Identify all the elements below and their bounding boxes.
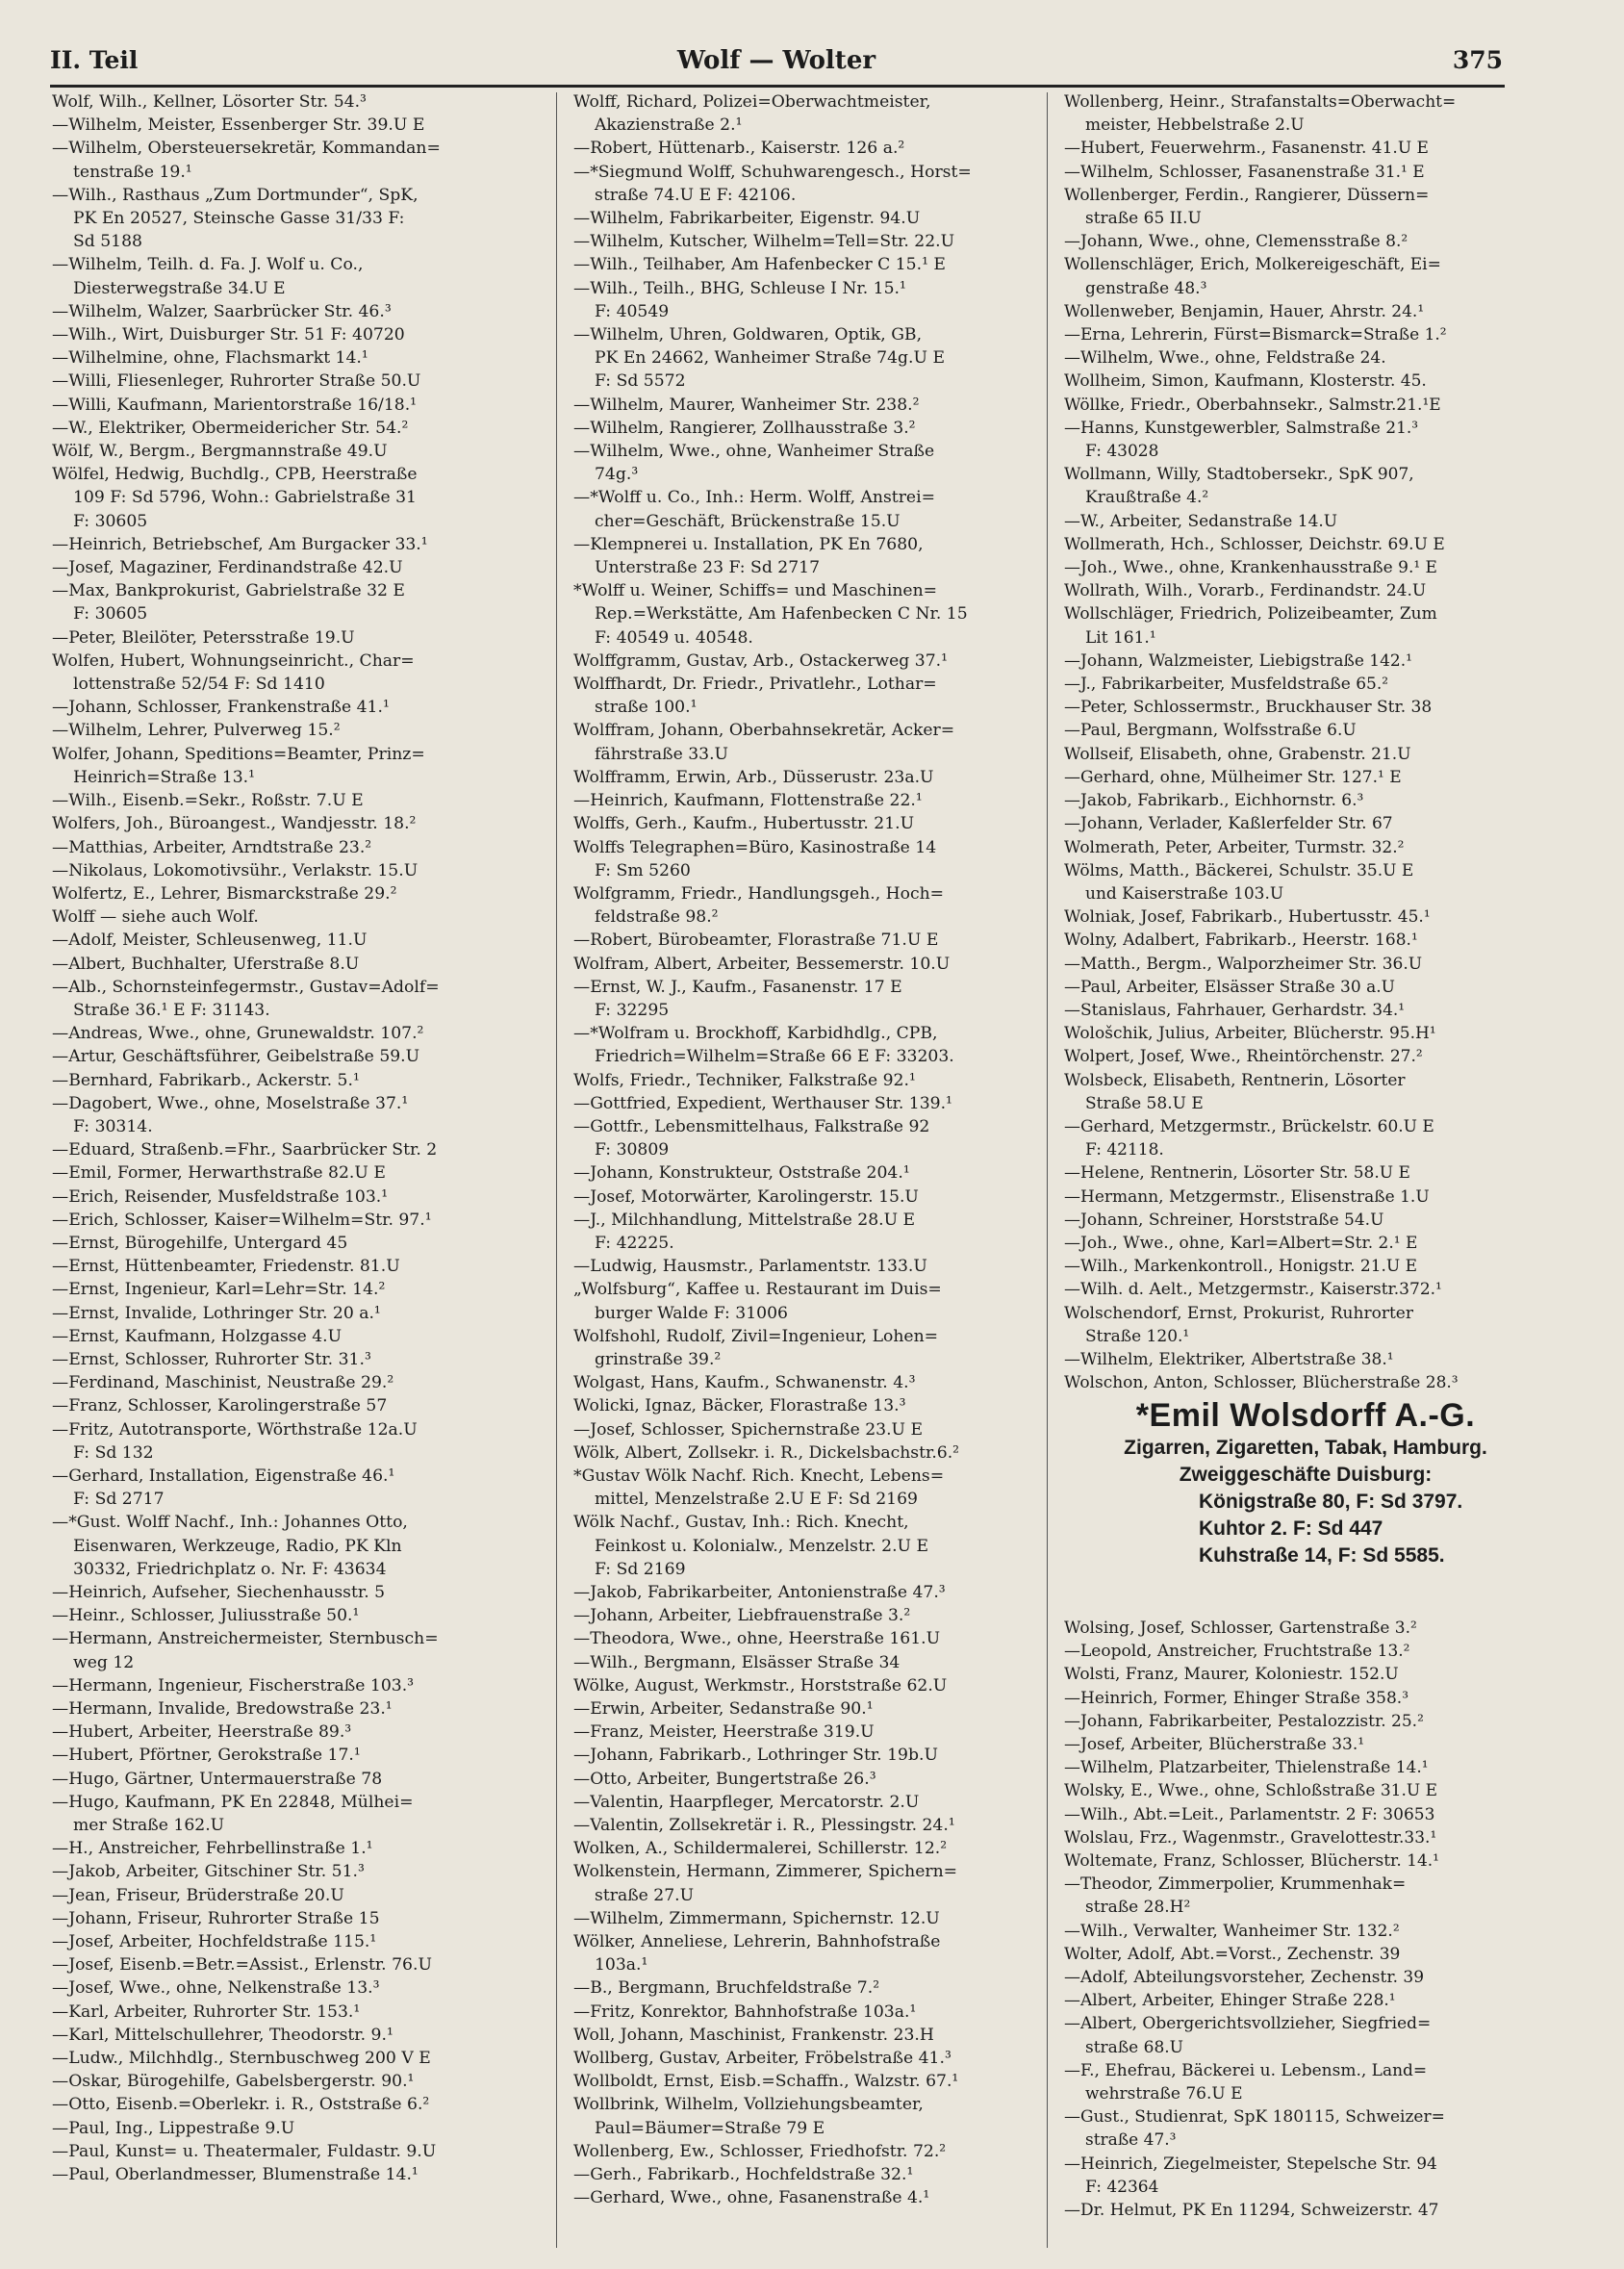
directory-entry-line: mer Straße 162.U: [73, 1816, 225, 1836]
directory-entry-line: —Valentin, Haarpfleger, Mercatorstr. 2.U: [573, 1792, 920, 1812]
directory-entry-line: —Josef, Arbeiter, Blücherstraße 33.¹: [1064, 1735, 1365, 1755]
directory-entry-line: —Nikolaus, Lokomotivsühr., Verlakstr. 15.U: [52, 860, 419, 880]
directory-entry-line: Kraußtraße 4.²: [1085, 488, 1209, 508]
directory-entry-line: Wölk, Albert, Zollsekr. i. R., Dickelsbachstr.6.²: [573, 1442, 960, 1463]
directory-entry-line: —Wilhelm, Zimmermann, Spichernstr. 12.U: [573, 1908, 940, 1928]
directory-entry-line: Heinrich=Straße 13.¹: [73, 767, 256, 787]
directory-entry-line: Wöllke, Friedr., Oberbahnsekr., Salmstr.21.¹E: [1064, 395, 1441, 415]
directory-entry-line: —Joh., Wwe., ohne, Karl=Albert=Str. 2.¹ E: [1064, 1233, 1418, 1253]
directory-entry-line: —Johann, Fabrikarbeiter, Pestalozzistr. 25.²: [1064, 1711, 1424, 1731]
directory-entry-line: —Dagobert, Wwe., ohne, Moselstraße 37.¹: [52, 1093, 409, 1113]
directory-entry-line: Wolff, Richard, Polizei=Oberwachtmeister,: [573, 92, 931, 112]
directory-entry-line: —Wilh., Rasthaus „Zum Dortmunder“, SpK,: [52, 185, 419, 205]
directory-entry-line: Wolfers, Joh., Büroangest., Wandjesstr. 18.²: [52, 814, 417, 834]
directory-entry-line: F: Sm 5260: [595, 860, 691, 880]
directory-entry-line: tenstraße 19.¹: [73, 162, 192, 182]
directory-entry-line: —Ferdinand, Maschinist, Neustraße 29.²: [52, 1373, 394, 1393]
directory-entry-line: Wolffgramm, Gustav, Arb., Ostackerweg 37.¹: [573, 650, 948, 671]
directory-entry-line: —Johann, Verlader, Kaßlerfelder Str. 67: [1064, 814, 1393, 834]
running-title: Wolf — Wolter: [676, 46, 876, 75]
directory-entry-line: —Fritz, Autotransporte, Wörthstraße 12a.U: [52, 1419, 418, 1440]
directory-entry-line: —Ludwig, Hausmstr., Parlamentstr. 133.U: [573, 1257, 927, 1277]
directory-entry-line: Friedrich=Wilhelm=Straße 66 E F: 33203.: [595, 1047, 954, 1067]
directory-entry-line: —Heinrich, Kaufmann, Flottenstraße 22.¹: [573, 791, 923, 811]
directory-entry-line: —Dr. Helmut, PK En 11294, Schweizerstr. 47: [1064, 2201, 1439, 2221]
directory-entry-line: —Jakob, Fabrikarbeiter, Antonienstraße 47.³: [573, 1583, 946, 1602]
directory-entry-line: genstraße 48.³: [1085, 278, 1207, 298]
directory-entry-line: F: 42118.: [1085, 1140, 1164, 1160]
directory-entry-line: Woll, Johann, Maschinist, Frankenstr. 23.H: [573, 2025, 934, 2045]
directory-entry-line: —Hugo, Kaufmann, PK En 22848, Mülhei=: [52, 1792, 414, 1812]
directory-entry-line: —Wilh., Abt.=Leit., Parlamentstr. 2 F: 30653: [1064, 1804, 1435, 1824]
directory-entry-line: —Johann, Friseur, Ruhrorter Straße 15: [52, 1908, 380, 1928]
directory-entry-line: Wollheim, Simon, Kaufmann, Klosterstr. 45.: [1064, 371, 1427, 392]
directory-entry-line: —Hubert, Feuerwehrm., Fasanenstr. 41.U E: [1064, 139, 1429, 159]
directory-entry-line: —Wilhelm, Lehrer, Pulverweg 15.²: [52, 721, 341, 741]
directory-entry-line: Wolfshohl, Rudolf, Zivil=Ingenieur, Lohen=: [573, 1326, 939, 1346]
directory-entry-line: straße 100.¹: [595, 698, 698, 718]
directory-entry-line: —Josef, Motorwärter, Karolingerstr. 15.U: [573, 1186, 919, 1207]
directory-entry-line: F: Sd 5572: [595, 371, 686, 392]
directory-entry-line: —Ernst, Hüttenbeamter, Friedenstr. 81.U: [52, 1257, 400, 1277]
directory-entry-line: —Gerhard, ohne, Mülheimer Str. 127.¹ E: [1064, 767, 1402, 787]
directory-entry-line: —*Wolfram u. Brockhoff, Karbidhdlg., CPB,: [573, 1024, 938, 1044]
directory-entry-line: Wolfgramm, Friedr., Handlungsgeh., Hoch=: [573, 883, 945, 904]
directory-entry-line: 74g.³: [595, 465, 639, 485]
directory-entry-line: Wollrath, Wilh., Vorarb., Ferdinandstr. 24.U: [1064, 581, 1427, 601]
directory-entry-line: —J., Fabrikarbeiter, Musfeldstraße 65.²: [1064, 675, 1389, 695]
directory-entry-line: —Paul, Bergmann, Wolfsstraße 6.U: [1064, 721, 1357, 741]
directory-entry-line: —Theodora, Wwe., ohne, Heerstraße 161.U: [573, 1629, 941, 1649]
directory-entry-line: —Adolf, Meister, Schleusenweg, 11.U: [52, 931, 368, 951]
directory-entry-line: Wolfram, Albert, Arbeiter, Bessemerstr. 10.U: [573, 954, 951, 974]
directory-entry-line: —Adolf, Abteilungsvorsteher, Zechenstr. 39: [1064, 1968, 1425, 1988]
directory-entry-line: —Wilhelm, Wwe., ohne, Wanheimer Straße: [573, 442, 935, 462]
ad-branch: Kuhtor 2. F: Sd 447: [1199, 1517, 1383, 1540]
directory-entry-line: —Wilh., Teilhaber, Am Hafenbecker C 15.¹ E: [573, 255, 946, 275]
directory-entry-line: PK En 20527, Steinsche Gasse 31/33 F:: [73, 209, 405, 229]
directory-entry-line: —Erwin, Arbeiter, Sedanstraße 90.¹: [573, 1699, 874, 1720]
directory-entry-line: Wollberg, Gustav, Arbeiter, Fröbelstraße 41.³: [573, 2049, 952, 2069]
directory-entry-line: burger Walde F: 31006: [595, 1303, 788, 1323]
directory-entry-line: —Franz, Schlosser, Karolingerstraße 57: [52, 1396, 388, 1416]
directory-entry-line: —Hermann, Metzgermstr., Elisenstraße 1.U: [1064, 1186, 1430, 1207]
directory-entry-line: —Johann, Walzmeister, Liebigstraße 142.¹: [1064, 650, 1412, 671]
directory-entry-line: —Paul, Arbeiter, Elsässer Straße 30 a.U: [1064, 977, 1395, 997]
directory-entry-line: —Wilhelm, Obersteuersekretär, Kommandan=: [52, 139, 441, 159]
directory-entry-line: *Wolff u. Weiner, Schiffs= und Maschinen=: [573, 581, 938, 601]
directory-entry-line: —Wilhelm, Meister, Essenberger Str. 39.U E: [52, 115, 425, 136]
directory-entry-line: —Wilhelm, Fabrikarbeiter, Eigenstr. 94.U: [573, 209, 921, 229]
directory-entry-line: —Paul, Ing., Lippestraße 9.U: [52, 2118, 295, 2138]
ad-branch: Königstraße 80, F: Sd 3797.: [1199, 1491, 1463, 1513]
directory-entry-line: —Otto, Arbeiter, Bungertstraße 26.³: [573, 1769, 876, 1789]
directory-entry-line: lottenstraße 52/54 F: Sd 1410: [73, 675, 325, 695]
directory-entry-line: —Wilh., Markenkontroll., Honigstr. 21.U E: [1064, 1257, 1418, 1277]
directory-entry-line: straße 47.³: [1085, 2130, 1177, 2151]
directory-entry-line: straße 74.U E F: 42106.: [595, 185, 797, 205]
directory-entry-line: Wolsbeck, Elisabeth, Rentnerin, Lösorter: [1064, 1070, 1406, 1090]
directory-entry-line: —J., Milchhandlung, Mittelstraße 28.U E: [573, 1210, 916, 1230]
directory-entry-line: —Heinrich, Betriebschef, Am Burgacker 33.¹: [52, 534, 428, 554]
directory-entry-line: Wološchik, Julius, Arbeiter, Blücherstr. 95.H¹: [1064, 1024, 1436, 1044]
directory-entry-line: —Heinrich, Former, Ehinger Straße 358.³: [1064, 1688, 1409, 1708]
directory-entry-line: —Ernst, Bürogehilfe, Untergard 45: [52, 1233, 348, 1253]
directory-entry-line: —Josef, Arbeiter, Hochfeldstraße 115.¹: [52, 1932, 377, 1952]
directory-entry-line: Wolgast, Hans, Kaufm., Schwanenstr. 4.³: [573, 1373, 916, 1393]
directory-entry-line: fährstraße 33.U: [595, 744, 729, 764]
directory-entry-line: Sd 5188: [73, 232, 142, 252]
directory-entry-line: weg 12: [73, 1652, 135, 1672]
directory-entry-line: F: 30314.: [73, 1116, 153, 1136]
directory-entry-line: —Wilhelm, Uhren, Goldwaren, Optik, GB,: [573, 325, 923, 345]
directory-entry-line: —Heinrich, Aufseher, Siechenhausstr. 5: [52, 1583, 386, 1602]
directory-entry-line: —*Siegmund Wolff, Schuhwarengesch., Horst=: [573, 162, 972, 182]
directory-entry-line: 103a.¹: [595, 1955, 648, 1976]
directory-entry-line: Wolsing, Josef, Schlosser, Gartenstraße 3.²: [1064, 1619, 1417, 1638]
directory-entry-line: —Wilh., Wirt, Duisburger Str. 51 F: 40720: [52, 325, 405, 345]
directory-entry-line: wehrstraße 76.U E: [1085, 2084, 1243, 2104]
directory-entry-line: F: Sd 132: [73, 1442, 154, 1463]
directory-entry-line: Wolken, A., Schildermalerei, Schillerstr. 12.²: [573, 1839, 948, 1859]
directory-entry-line: Wollenberg, Ew., Schlosser, Friedhofstr. 72.²: [573, 2141, 947, 2161]
directory-entry-line: —Josef, Eisenb.=Betr.=Assist., Erlenstr. 76.U: [52, 1955, 432, 1976]
directory-entry-line: —*Wolff u. Co., Inh.: Herm. Wolff, Anstrei=: [573, 488, 935, 508]
directory-entry-line: —Wilhelm, Schlosser, Fasanenstraße 31.¹ E: [1064, 162, 1425, 182]
directory-entry-line: straße 27.U: [595, 1885, 695, 1905]
directory-entry-line: —Wilh., Eisenb.=Sekr., Roßstr. 7.U E: [52, 791, 364, 811]
directory-entry-line: straße 68.U: [1085, 2037, 1183, 2057]
directory-entry-line: —Stanislaus, Fahrhauer, Gerhardstr. 34.¹: [1064, 1000, 1406, 1020]
directory-entry-line: —Gust., Studienrat, SpK 180115, Schweizer=: [1064, 2107, 1445, 2128]
part-label: II. Teil: [50, 46, 139, 74]
directory-entry-line: Wollmann, Willy, Stadtobersekr., SpK 907,: [1064, 465, 1414, 485]
directory-entry-line: Wolffs Telegraphen=Büro, Kasinostraße 14: [573, 837, 937, 857]
directory-entry-line: —Wilhelm, Elektriker, Albertstraße 38.¹: [1064, 1349, 1394, 1369]
directory-entry-line: —Eduard, Straßenb.=Fhr., Saarbrücker Str. 2: [52, 1140, 438, 1160]
directory-entry-line: 109 F: Sd 5796, Wohn.: Gabrielstraße 31: [73, 488, 417, 508]
ad-branches-heading: Zweiggeschäfte Duisburg:: [1179, 1464, 1433, 1486]
directory-entry-line: —Klempnerei u. Installation, PK En 7680,: [573, 534, 924, 554]
directory-entry-line: Wolschendorf, Ernst, Prokurist, Ruhrorter: [1064, 1303, 1413, 1323]
directory-entry-line: Wölk Nachf., Gustav, Inh.: Rich. Knecht,: [573, 1513, 909, 1533]
directory-entry-line: —Hermann, Invalide, Bredowstraße 23.¹: [52, 1699, 393, 1720]
directory-entry-line: Wolicki, Ignaz, Bäcker, Florastraße 13.³: [573, 1396, 906, 1416]
ad-company-name: *Emil Wolsdorff A.-G.: [1135, 1397, 1476, 1434]
directory-entry-line: —Bernhard, Fabrikarb., Ackerstr. 5.¹: [52, 1070, 360, 1090]
directory-entry-line: Wollbrink, Wilhelm, Vollziehungsbeamter,: [573, 2095, 924, 2115]
directory-entry-line: —Johann, Wwe., ohne, Clemensstraße 8.²: [1064, 232, 1408, 252]
directory-entry-line: Wolffs, Gerh., Kaufm., Hubertusstr. 21.U: [573, 814, 915, 834]
directory-entry-line: Wollboldt, Ernst, Eisb.=Schaffn., Walzstr. 67.¹: [573, 2072, 959, 2092]
directory-entry-line: —Wilhelm, Maurer, Wanheimer Str. 238.²: [573, 395, 920, 415]
directory-entry-line: —W., Arbeiter, Sedanstraße 14.U: [1064, 511, 1338, 531]
ad-branch: Kuhstraße 14, F: Sd 5585.: [1199, 1544, 1445, 1567]
directory-entry-line: F: Sd 2169: [595, 1559, 686, 1579]
directory-entry-line: Wolkenstein, Hermann, Zimmerer, Spichern=: [573, 1862, 958, 1882]
directory-entry-line: —Johann, Konstrukteur, Oststraße 204.¹: [573, 1163, 910, 1184]
directory-entry-line: Wolff — siehe auch Wolf.: [52, 907, 259, 928]
directory-entry-line: Wolf, Wilh., Kellner, Lösorter Str. 54.³: [52, 92, 367, 112]
directory-entry-line: —Artur, Geschäftsführer, Geibelstraße 59.U: [52, 1047, 420, 1067]
directory-entry-line: —Josef, Schlosser, Spichernstraße 23.U E: [573, 1419, 924, 1440]
directory-entry-line: cher=Geschäft, Brückenstraße 15.U: [595, 511, 901, 531]
directory-entry-line: Wölker, Anneliese, Lehrerin, Bahnhofstraße: [573, 1932, 941, 1952]
directory-entry-line: —Gerhard, Wwe., ohne, Fasanenstraße 4.¹: [573, 2188, 930, 2208]
directory-entry-line: —Wilh., Teilh., BHG, Schleuse I Nr. 15.¹: [573, 278, 906, 298]
directory-entry-line: Wollenschläger, Erich, Molkereigeschäft, Ei=: [1064, 255, 1441, 275]
directory-entry-line: —Oskar, Bürogehilfe, Gabelsbergerstr. 90.¹: [52, 2072, 415, 2092]
directory-entry-line: —Johann, Schlosser, Frankenstraße 41.¹: [52, 698, 390, 718]
directory-entry-line: Wolniak, Josef, Fabrikarb., Hubertusstr. 45.¹: [1064, 907, 1431, 928]
directory-entry-line: —Hermann, Ingenieur, Fischerstraße 103.³: [52, 1675, 415, 1695]
directory-entry-line: —Franz, Meister, Heerstraße 319.U: [573, 1722, 875, 1743]
column-2: [573, 90, 1056, 2209]
directory-entry-line: Wolffhardt, Dr. Friedr., Privatlehr., Lothar=: [573, 675, 937, 695]
directory-entry-line: straße 28.H²: [1085, 1898, 1191, 1918]
directory-entry-line: —Erna, Lehrerin, Fürst=Bismarck=Straße 1.²: [1064, 325, 1447, 345]
directory-entry-line: —Alb., Schornsteinfegermstr., Gustav=Adolf=: [52, 977, 440, 997]
directory-entry-line: —Robert, Hüttenarb., Kaiserstr. 126 a.²: [573, 139, 905, 159]
directory-entry-line: Rep.=Werkstätte, Am Hafenbecken C Nr. 15: [595, 604, 968, 625]
directory-entry-line: —Wilhelm, Rangierer, Zollhausstraße 3.²: [573, 418, 916, 438]
directory-entry-line: —Otto, Eisenb.=Oberlekr. i. R., Oststraße 6.²: [52, 2095, 430, 2115]
directory-entry-line: —F., Ehefrau, Bäckerei u. Lebensm., Land=: [1064, 2060, 1428, 2080]
directory-entry-line: Unterstraße 23 F: Sd 2717: [595, 558, 821, 578]
directory-entry-line: Wolfer, Johann, Speditions=Beamter, Prinz=: [52, 744, 425, 764]
directory-entry-line: —Ernst, Ingenieur, Karl=Lehr=Str. 14.²: [52, 1280, 386, 1300]
directory-entry-line: F: Sd 2717: [73, 1490, 165, 1510]
directory-entry-line: straße 65 II.U: [1085, 209, 1202, 229]
directory-entry-line: Wolsti, Franz, Maurer, Koloniestr. 152.U: [1064, 1665, 1399, 1685]
directory-entry-line: —Gerh., Fabrikarb., Hochfeldstraße 32.¹: [573, 2165, 914, 2185]
directory-entry-line: Wolpert, Josef, Wwe., Rheintörchenstr. 27.²: [1064, 1047, 1423, 1067]
directory-entry-line: Wolter, Adolf, Abt.=Vorst., Zechenstr. 39: [1064, 1944, 1401, 1964]
directory-entry-line: —Peter, Bleilöter, Petersstraße 19.U: [52, 627, 355, 648]
directory-entry-line: F: 42364: [1085, 2177, 1159, 2197]
page-number: 375: [1452, 46, 1503, 74]
directory-entry-line: —Gottfried, Expedient, Werthauser Str. 139.¹: [573, 1093, 952, 1113]
directory-entry-line: —Gerhard, Installation, Eigenstraße 46.¹: [52, 1466, 395, 1486]
directory-entry-line: F: 30605: [73, 511, 148, 531]
directory-entry-line: Wolsky, E., Wwe., ohne, Schloßstraße 31.U E: [1064, 1781, 1438, 1801]
page-header: [50, 42, 1503, 81]
directory-entry-line: Straße 36.¹ E F: 31143.: [73, 1000, 270, 1020]
directory-entry-line: —Valentin, Zollsekretär i. R., Plessingstr. 24.¹: [573, 1816, 955, 1836]
directory-entry-line: Wollmerath, Hch., Schlosser, Deichstr. 69.U E: [1064, 534, 1445, 554]
directory-entry-line: —Karl, Arbeiter, Ruhrorter Str. 153.¹: [52, 2001, 361, 2022]
directory-entry-line: Woltemate, Franz, Schlosser, Blücherstr. 14.¹: [1064, 1851, 1439, 1872]
directory-entry-line: —B., Bergmann, Bruchfeldstraße 7.²: [573, 1978, 880, 1999]
directory-entry-line: F: 40549: [595, 301, 670, 321]
directory-entry-line: —Hubert, Arbeiter, Heerstraße 89.³: [52, 1722, 352, 1743]
directory-entry-line: —Joh., Wwe., ohne, Krankenhausstraße 9.¹ E: [1064, 558, 1437, 578]
directory-entry-line: —Ernst, Schlosser, Ruhrorter Str. 31.³: [52, 1349, 371, 1369]
directory-entry-line: Wolfs, Friedr., Techniker, Falkstraße 92.¹: [573, 1070, 916, 1090]
directory-entry-line: —Johann, Fabrikarb., Lothringer Str. 19b.U: [573, 1746, 938, 1766]
directory-entry-line: feldstraße 98.²: [595, 907, 719, 928]
directory-entry-line: —Heinrich, Ziegelmeister, Stepelsche Str. 94: [1064, 2154, 1437, 2174]
directory-entry-line: F: 40549 u. 40548.: [595, 627, 753, 648]
directory-entry-line: —Erich, Schlosser, Kaiser=Wilhelm=Str. 97.¹: [52, 1210, 432, 1230]
directory-entry-line: —Erich, Reisender, Musfeldstraße 103.¹: [52, 1186, 389, 1207]
directory-entry-line: Paul=Bäumer=Straße 79 E: [595, 2118, 825, 2138]
directory-entry-line: —Willi, Fliesenleger, Ruhrorter Straße 50.U: [52, 371, 421, 392]
directory-entry-line: —Andreas, Wwe., ohne, Grunewaldstr. 107.²: [52, 1024, 424, 1044]
column-3-top: [1064, 90, 1547, 1394]
directory-entry-line: —Paul, Kunst= u. Theatermaler, Fuldastr. 9.U: [52, 2141, 437, 2161]
directory-entry-line: —Heinr., Schlosser, Juliusstraße 50.¹: [52, 1606, 360, 1626]
directory-entry-line: mittel, Menzelstraße 2.U E F: Sd 2169: [595, 1490, 918, 1510]
directory-entry-line: —W., Elektriker, Obermeidericher Str. 54.²: [52, 418, 409, 438]
directory-entry-line: —Hermann, Anstreichermeister, Sternbusch=: [52, 1629, 439, 1649]
directory-entry-line: F: 43028: [1085, 442, 1159, 462]
directory-entry-line: —Paul, Oberlandmesser, Blumenstraße 14.¹: [52, 2165, 419, 2185]
directory-entry-line: —Hugo, Gärtner, Untermauerstraße 78: [52, 1769, 383, 1789]
directory-entry-line: —Ernst, Invalide, Lothringer Str. 20 a.¹: [52, 1303, 381, 1323]
directory-entry-line: —Wilhelm, Walzer, Saarbrücker Str. 46.³: [52, 301, 392, 321]
header-rule: [50, 85, 1505, 88]
directory-entry-line: Eisenwaren, Werkzeuge, Radio, PK Kln: [73, 1536, 402, 1556]
directory-entry-line: —Wilh. d. Aelt., Metzgermstr., Kaiserstr.372.¹: [1064, 1280, 1442, 1300]
directory-entry-line: Wollenberg, Heinr., Strafanstalts=Oberwacht=: [1064, 92, 1457, 112]
directory-entry-line: —Wilhelm, Kutscher, Wilhelm=Tell=Str. 22.U: [573, 232, 955, 252]
directory-entry-line: Wolfertz, E., Lehrer, Bismarckstraße 29.²: [52, 883, 397, 904]
directory-entry-line: —Theodor, Zimmerpolier, Krummenhak=: [1064, 1874, 1407, 1895]
directory-entry-line: —Johann, Arbeiter, Liebfrauenstraße 3.²: [573, 1606, 911, 1626]
directory-entry-line: Wolffram, Johann, Oberbahnsekretär, Acker=: [573, 721, 955, 741]
directory-entry-line: F: 32295: [595, 1000, 670, 1020]
directory-entry-line: Wölf, W., Bergm., Bergmannstraße 49.U: [52, 442, 388, 462]
directory-entry-line: Wolmerath, Peter, Arbeiter, Turmstr. 32.²: [1064, 837, 1405, 857]
directory-entry-line: PK En 24662, Wanheimer Straße 74g.U E: [595, 348, 946, 369]
directory-entry-line: —Peter, Schlossermstr., Bruckhauser Str. 38: [1064, 698, 1433, 718]
directory-entry-line: —Ernst, W. J., Kaufm., Fasanenstr. 17 E: [573, 977, 902, 997]
directory-entry-line: —Josef, Magaziner, Ferdinandstraße 42.U: [52, 558, 403, 578]
advertisement: [1064, 1393, 1547, 1615]
directory-entry-line: —Wilh., Bergmann, Elsässer Straße 34: [573, 1652, 901, 1672]
directory-entry-line: —Robert, Bürobeamter, Florastraße 71.U E: [573, 931, 939, 951]
directory-entry-line: F: 30809: [595, 1140, 670, 1160]
directory-entry-line: —Josef, Wwe., ohne, Nelkenstraße 13.³: [52, 1978, 380, 1999]
directory-entry-line: —Albert, Arbeiter, Ehinger Straße 228.¹: [1064, 1991, 1396, 2011]
directory-entry-line: —Albert, Obergerichtsvollzieher, Siegfried=: [1064, 2014, 1432, 2034]
directory-entry-line: 30332, Friedrichplatz o. Nr. F: 43634: [73, 1559, 387, 1579]
directory-entry-line: Wollenweber, Benjamin, Hauer, Ahrstr. 24.¹: [1064, 301, 1425, 321]
directory-entry-line: —Leopold, Anstreicher, Fruchtstraße 13.²: [1064, 1642, 1410, 1662]
directory-entry-line: —Helene, Rentnerin, Lösorter Str. 58.U E: [1064, 1163, 1410, 1184]
directory-entry-line: *Gustav Wölk Nachf. Rich. Knecht, Lebens=: [573, 1466, 945, 1486]
directory-entry-line: —Hanns, Kunstgewerbler, Salmstraße 21.³: [1064, 418, 1419, 438]
directory-entry-line: —Wilhelm, Wwe., ohne, Feldstraße 24.: [1064, 348, 1386, 369]
directory-entry-line: —Wilhelm, Teilh. d. Fa. J. Wolf u. Co.,: [52, 255, 364, 275]
directory-entry-line: —Jean, Friseur, Brüderstraße 20.U: [52, 1885, 344, 1905]
directory-entry-line: Straße 58.U E: [1085, 1093, 1204, 1113]
directory-entry-line: —Wilhelmine, ohne, Flachsmarkt 14.¹: [52, 348, 368, 369]
directory-entry-line: Wolfen, Hubert, Wohnungseinricht., Char=: [52, 650, 415, 671]
directory-entry-line: Wolny, Adalbert, Fabrikarb., Heerstr. 168.¹: [1064, 931, 1418, 951]
ad-products: Zigarren, Zigaretten, Tabak, Hamburg.: [1124, 1437, 1487, 1459]
directory-entry-line: —Ludw., Milchhdlg., Sternbuschweg 200 V E: [52, 2049, 431, 2069]
column-3-bottom: [1064, 1617, 1547, 2222]
directory-entry-line: F: 42225.: [595, 1233, 674, 1253]
directory-entry-line: Wölms, Matth., Bäckerei, Schulstr. 35.U E: [1064, 860, 1414, 880]
directory-entry-line: Feinkost u. Kolonialw., Menzelstr. 2.U E: [595, 1536, 929, 1556]
directory-entry-line: Wolschon, Anton, Schlosser, Blücherstraße 28.³: [1064, 1373, 1459, 1393]
directory-entry-line: Wolfframm, Erwin, Arb., Düsserustr. 23a.U: [573, 767, 934, 787]
directory-entry-line: —Matth., Bergm., Walporzheimer Str. 36.U: [1064, 954, 1423, 974]
directory-entry-line: F: 30605: [73, 604, 148, 625]
directory-entry-line: —Wilh., Verwalter, Wanheimer Str. 132.²: [1064, 1921, 1400, 1941]
directory-entry-line: —Jakob, Arbeiter, Gitschiner Str. 51.³: [52, 1862, 365, 1882]
directory-entry-line: —Wilhelm, Platzarbeiter, Thielenstraße 14.¹: [1064, 1758, 1429, 1778]
directory-entry-line: —H., Anstreicher, Fehrbellinstraße 1.¹: [52, 1839, 373, 1859]
directory-entry-line: —Emil, Former, Herwarthstraße 82.U E: [52, 1163, 386, 1184]
directory-entry-line: Wölke, August, Werkmstr., Horststraße 62.U: [573, 1675, 948, 1695]
directory-entry-line: —Fritz, Konrektor, Bahnhofstraße 103a.¹: [573, 2001, 917, 2022]
directory-entry-line: Wollenberger, Ferdin., Rangierer, Düssern=: [1064, 185, 1430, 205]
directory-entry-line: —Karl, Mittelschullehrer, Theodorstr. 9.¹: [52, 2025, 393, 2045]
directory-entry-line: —Jakob, Fabrikarb., Eichhornstr. 6.³: [1064, 791, 1364, 811]
directory-entry-line: Akazienstraße 2.¹: [595, 115, 743, 136]
directory-entry-line: Wolslau, Frz., Wagenmstr., Gravelottestr.33.¹: [1064, 1827, 1437, 1848]
directory-entry-line: —Ernst, Kaufmann, Holzgasse 4.U: [52, 1326, 343, 1346]
directory-entry-line: Wollschläger, Friedrich, Polizeibeamter, Zum: [1064, 604, 1437, 625]
directory-entry-line: —Gerhard, Metzgermstr., Brückelstr. 60.U E: [1064, 1116, 1434, 1136]
directory-entry-line: —Willi, Kaufmann, Marientorstraße 16/18.¹: [52, 395, 418, 415]
directory-entry-line: —Johann, Schreiner, Horststraße 54.U: [1064, 1210, 1384, 1230]
column-separator: [556, 92, 557, 2248]
directory-entry-line: —Max, Bankprokurist, Gabrielstraße 32 E: [52, 581, 405, 601]
directory-entry-line: —Hubert, Pförtner, Gerokstraße 17.¹: [52, 1746, 361, 1766]
column-1: [52, 90, 535, 2186]
directory-entry-line: Lit 161.¹: [1085, 627, 1156, 648]
directory-entry-line: meister, Hebbelstraße 2.U: [1085, 115, 1305, 136]
directory-entry-line: —Matthias, Arbeiter, Arndtstraße 23.²: [52, 837, 372, 857]
directory-entry-line: Wollseif, Elisabeth, ohne, Grabenstr. 21.U: [1064, 744, 1411, 764]
directory-entry-line: grinstraße 39.²: [595, 1349, 722, 1369]
directory-entry-line: —Albert, Buchhalter, Uferstraße 8.U: [52, 954, 360, 974]
directory-entry-line: Diesterwegstraße 34.U E: [73, 278, 286, 298]
directory-entry-line: —*Gust. Wolff Nachf., Inh.: Johannes Otto,: [52, 1513, 408, 1533]
directory-entry-line: —Gottfr., Lebensmittelhaus, Falkstraße 92: [573, 1116, 930, 1136]
directory-entry-line: und Kaiserstraße 103.U: [1085, 883, 1284, 904]
directory-entry-line: Wölfel, Hedwig, Buchdlg., CPB, Heerstraße: [52, 465, 418, 485]
directory-entry-line: Straße 120.¹: [1085, 1326, 1190, 1346]
directory-entry-line: „Wolfsburg“, Kaffee u. Restaurant im Duis=: [573, 1280, 942, 1300]
